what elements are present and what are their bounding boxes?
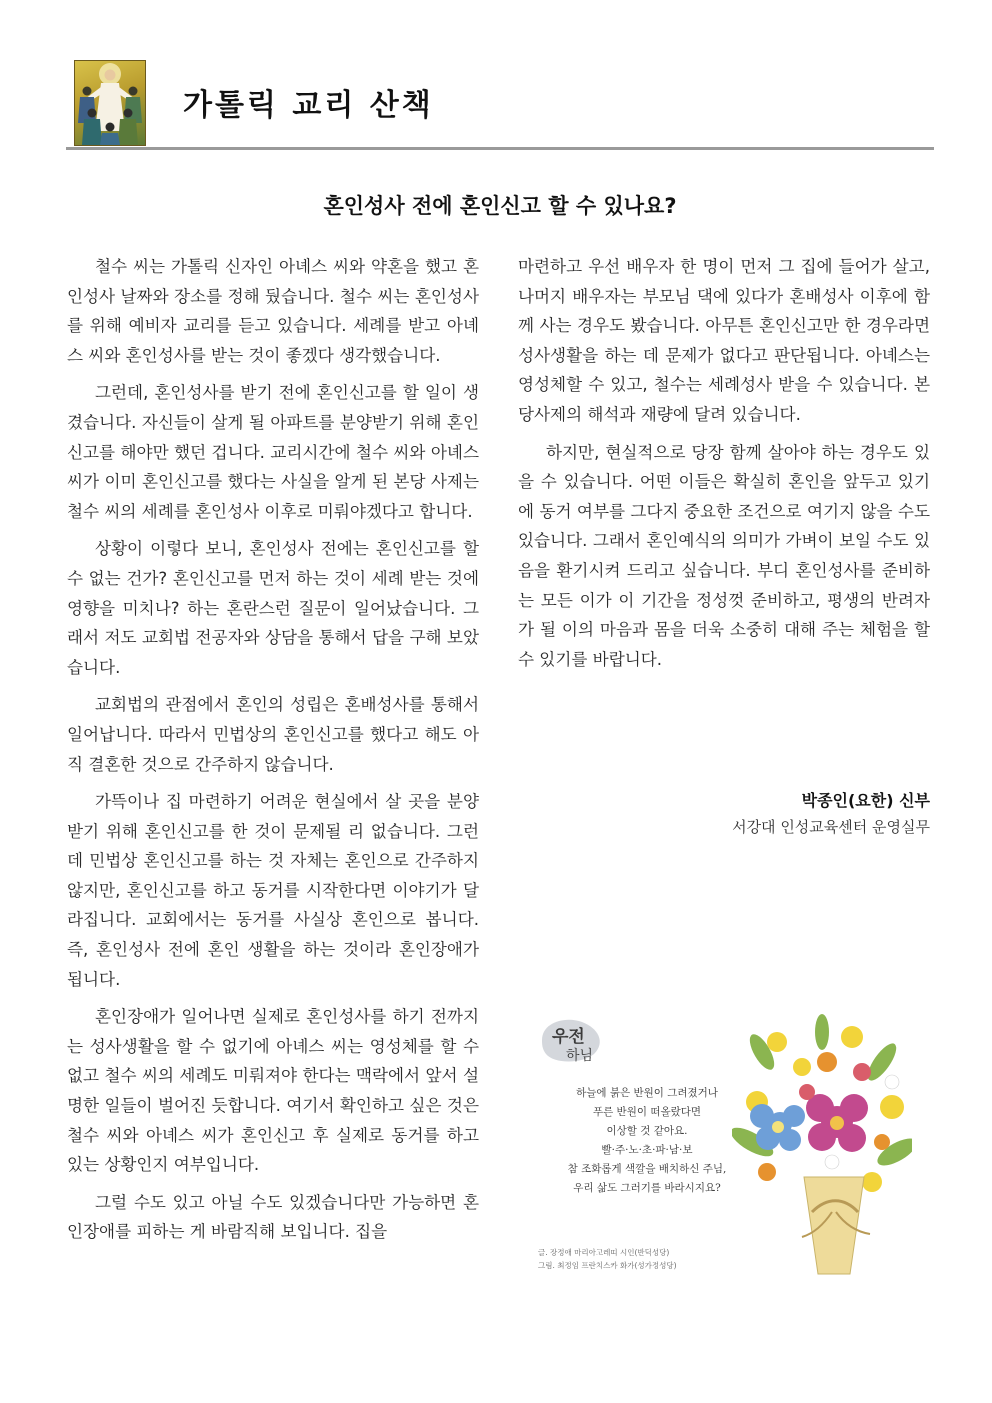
card-logo — [536, 1014, 616, 1066]
flower-bouquet-icon — [732, 1012, 912, 1280]
poem-line: 빨·주·노·초·파·남·보 — [601, 1144, 693, 1156]
author-name: 박종인(요한) 신부 — [801, 791, 930, 810]
poem-line: 참 조화롭게 색깔을 배치하신 주님, — [567, 1163, 727, 1175]
article-paragraph: 가뜩이나 집 마련하기 어려운 현실에서 살 곳을 분양 받기 위해 혼인신고를 한 것이 문제될 리 없습니다. 그런데 민법상 혼인신고를 하는 것 자체는 혼인으로 간주하지 않지만, 혼인신고를 하고 동거를 시작한다면 이야기가 달라집니다. 교회에서는 동거를 사실상 혼인으로 봅니다. 즉, 혼인성사 전에 혼인 생활을 하는 것이라 혼인장애가 됩니다. — [67, 792, 479, 989]
author-signature — [518, 788, 930, 840]
article-title: 혼인성사 전에 혼인신고 할 수 있나요? — [323, 194, 677, 218]
logo-image — [74, 60, 146, 146]
article-paragraph: 마련하고 우선 배우자 한 명이 먼저 그 집에 들어가 살고, 나머지 배우자는 부모님 댁에 있다가 혼배성사 이후에 함께 사는 경우도 봤습니다. 아무튼 혼인신고만 한 경우라면 성사생활을 하는 데 문제가 없다고 판단됩니다. 아녜스는 영성체할 수 있고, 철수는 세례성사 받을 수 있습니다. 본당사제의 해석과 재량에 달려 있습니다. — [518, 257, 930, 424]
article-paragraph: 상황이 이렇다 보니, 혼인성사 전에는 혼인신고를 할 수 없는 건가? 혼인신고를 먼저 하는 것이 세례 받는 것에 영향을 미치나? 하는 혼란스런 질문이 일어났습니다. 그래서 저도 교회법 전공자와 상담을 통해서 답을 구해 보았습니다. — [67, 539, 479, 677]
card-credits — [538, 1246, 738, 1272]
header-divider — [66, 147, 934, 150]
poem-line: 하늘에 붉은 반원이 그려졌거나 — [576, 1087, 718, 1099]
article-paragraph: 그런데, 혼인성사를 받기 전에 혼인신고를 할 일이 생겼습니다. 자신들이 살게 될 아파트를 분양받기 위해 혼인신고를 해야만 했던 겁니다. 교리시간에 철수 씨와 아녜스 씨가 이미 혼인신고를 했다는 사실을 알게 된 본당 사제는 철수 씨의 세례를 혼인성사 이후로 미뤄야겠다고 합니다. — [67, 383, 479, 521]
article-paragraph: 하지만, 현실적으로 당장 함께 살아야 하는 경우도 있을 수 있습니다. 어떤 이들은 확실히 혼인을 앞두고 있기에 동거 여부를 그다지 중요한 조건으로 여기지 않을 수도 있습니다. 그래서 혼인예식의 의미가 가벼이 보일 수도 있음을 환기시켜 드리고 싶습니다. 부디 혼인성사를 준비하는 모든 이가 이 기간을 정성껏 준비하고, 평생의 반려자가 될 이의 마음과 몸을 더욱 소중히 대해 주는 체험을 할 수 있기를 바랍니다. — [518, 442, 930, 669]
article-paragraph: 교회법의 관점에서 혼인의 성립은 혼배성사를 통해서 일어납니다. 따라서 민법상의 혼인신고를 했다고 해도 아직 결혼한 것으로 간주하지 않습니다. — [67, 695, 479, 774]
poem-line: 푸른 반원이 떠올랐다면 — [592, 1106, 702, 1118]
poem-line: 이상할 것 같아요. — [606, 1125, 688, 1137]
article-paragraph: 그럴 수도 있고 아닐 수도 있겠습니다만 가능하면 혼인장애를 피하는 게 바람직해 보입니다. 집을 — [67, 1192, 479, 1242]
poem-line: 우리 삶도 그러기를 바라시지요? — [573, 1182, 721, 1194]
article-paragraph: 혼인장애가 일어나면 실제로 혼인성사를 하기 전까지는 성사생활을 할 수 없기에 아녜스 씨는 영성체를 할 수 없고 철수 씨의 세례도 미뤄져야 한다는 맥락에서 앞서 설명한 일들이 벌어진 듯합니다. 여기서 확인하고 싶은 것은 철수 씨와 아녜스 씨가 혼인신고 후 실제로 동거를 하고 있는 상황인지 여부입니다. — [67, 1007, 479, 1175]
svg-text:우전: 우전 — [552, 1027, 585, 1047]
article-paragraph: 철수 씨는 가톨릭 신자인 아녜스 씨와 약혼을 했고 혼인성사 날짜와 장소를 정해 뒀습니다. 철수 씨는 혼인성사를 위해 예비자 교리를 듣고 있습니다. 세례를 받고 아녜스 씨와 혼인성사를 받는 것이 좋겠다 생각했습니다. — [67, 257, 479, 365]
christ-with-disciples-icon — [75, 61, 145, 145]
article-column-left — [67, 252, 479, 1255]
poem-text — [552, 1084, 742, 1198]
poem-card — [532, 1012, 912, 1280]
article-column-right — [518, 252, 930, 682]
svg-text:하님: 하님 — [566, 1048, 594, 1064]
credit-art-author: 그림. 최정임 프란치스카 화가(성가정성당) — [538, 1261, 677, 1270]
credit-text-author: 글. 장정애 마리아고레띠 시인(반딕성당) — [538, 1248, 670, 1257]
page-title: 가톨릭 교리 산책 — [183, 88, 434, 123]
author-title: 서강대 인성교육센터 운영실무 — [732, 818, 930, 836]
